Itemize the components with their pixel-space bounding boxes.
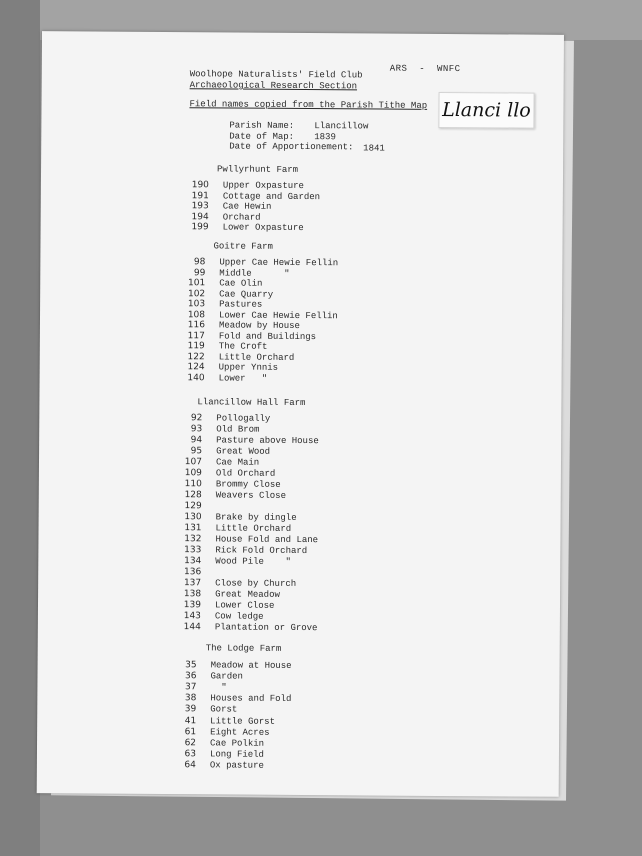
field-name: Gorst bbox=[210, 704, 238, 715]
map-date-value: 1839 bbox=[314, 132, 336, 143]
field-number: 101 bbox=[188, 278, 206, 289]
backdrop-shadow bbox=[0, 0, 40, 856]
field-number: 39 bbox=[184, 704, 197, 715]
field-name: Orchard bbox=[222, 211, 261, 223]
farm-heading: Llancillow Hall Farm bbox=[197, 397, 306, 409]
field-number: 41 bbox=[184, 715, 197, 726]
reference-code: ARS - WNFC bbox=[389, 63, 461, 75]
field-name: Brake by dingle bbox=[215, 512, 297, 523]
field-number: 199 bbox=[191, 222, 209, 233]
field-name: Pollogally bbox=[216, 413, 271, 424]
field-name: Meadow at House bbox=[210, 660, 292, 671]
map-date-label: Date of Map: bbox=[229, 131, 295, 142]
field-number: 128 bbox=[184, 490, 202, 501]
field-number: 108 bbox=[187, 309, 206, 320]
farm-heading: Pwllyrhunt Farm bbox=[217, 164, 299, 175]
field-row bbox=[187, 222, 447, 235]
field-number: 143 bbox=[183, 611, 201, 622]
field-number: 109 bbox=[184, 468, 202, 479]
field-number: 37 bbox=[184, 682, 197, 693]
apportionment-date-label: Date of Apportionement: bbox=[229, 141, 354, 153]
field-name: Plantation or Grove bbox=[214, 622, 318, 634]
field-name: Great Meadow bbox=[215, 589, 280, 600]
field-name: Wood Pile " bbox=[215, 556, 291, 567]
field-number: 107 bbox=[184, 457, 203, 468]
field-name: Cae Olin bbox=[219, 278, 263, 289]
field-name: Upper Cae Hewie Fellin bbox=[219, 257, 339, 269]
field-number: 116 bbox=[187, 320, 205, 331]
field-number: 124 bbox=[187, 362, 205, 373]
field-number: 61 bbox=[184, 726, 197, 737]
field-name: Brommy Close bbox=[215, 479, 281, 490]
document-title: Field names copied from the Parish Tithe Map bbox=[189, 99, 428, 111]
field-number: 102 bbox=[187, 288, 206, 299]
field-number: 103 bbox=[187, 299, 206, 310]
field-name: " bbox=[210, 682, 227, 693]
field-number: 64 bbox=[184, 760, 196, 771]
apportionment-date-value: 1841 bbox=[363, 143, 385, 154]
field-name: Eight Acres bbox=[210, 726, 270, 738]
field-name: Lower " bbox=[218, 372, 268, 384]
field-number: 62 bbox=[184, 737, 197, 748]
field-row bbox=[183, 373, 443, 386]
field-name: Little Orchard bbox=[215, 523, 292, 534]
field-name: Old Orchard bbox=[215, 468, 276, 479]
field-number: 133 bbox=[184, 545, 202, 556]
section-name: Archaeological Research Section bbox=[189, 80, 358, 92]
field-name: Weavers Close bbox=[215, 490, 287, 501]
field-name: Lower Oxpasture bbox=[222, 222, 304, 234]
field-number: 35 bbox=[185, 660, 197, 671]
parish-name-value: Llancillow bbox=[314, 121, 369, 132]
field-number: 194 bbox=[191, 211, 209, 222]
field-name: Rick Fold Orchard bbox=[215, 545, 308, 557]
field-name: Great Wood bbox=[216, 446, 271, 457]
field-number: 132 bbox=[184, 534, 202, 545]
field-number: 122 bbox=[187, 351, 205, 362]
field-name: Cae Quarry bbox=[219, 288, 274, 300]
field-number: 93 bbox=[190, 424, 203, 435]
field-number: 136 bbox=[184, 567, 202, 578]
field-name: Meadow by House bbox=[218, 320, 301, 331]
field-number: 138 bbox=[183, 589, 202, 600]
field-number: 129 bbox=[184, 501, 202, 512]
field-name: Cae Main bbox=[215, 457, 260, 468]
field-number: 131 bbox=[184, 523, 202, 534]
field-number: 99 bbox=[193, 267, 206, 278]
field-row bbox=[179, 622, 439, 635]
field-name: Upper Ynnis bbox=[218, 362, 279, 373]
field-name: Pasture above House bbox=[216, 435, 319, 447]
field-number: 134 bbox=[184, 556, 202, 567]
field-name: Old Brom bbox=[216, 424, 260, 435]
field-name: Lower Cae Hewie Fellin bbox=[218, 309, 338, 321]
field-name: Middle " bbox=[219, 267, 290, 279]
field-number: 98 bbox=[193, 257, 206, 268]
field-name: Pastures bbox=[219, 299, 263, 310]
field-name: Cae Polkin bbox=[210, 738, 265, 749]
field-number: 95 bbox=[190, 446, 203, 457]
field-name: Upper Oxpasture bbox=[222, 180, 304, 192]
field-name: Close by Church bbox=[215, 578, 297, 589]
field-name: Lower Close bbox=[214, 600, 275, 611]
field-number: 63 bbox=[184, 748, 196, 760]
field-number: 94 bbox=[190, 435, 203, 446]
field-number: 193 bbox=[191, 201, 209, 212]
parish-tag-label: Llanci llo bbox=[438, 92, 534, 129]
farm-heading: The Lodge Farm bbox=[205, 643, 282, 654]
field-number: 191 bbox=[191, 190, 209, 201]
field-number: 139 bbox=[183, 600, 202, 611]
field-name: Long Field bbox=[209, 749, 265, 760]
field-name: The Croft bbox=[218, 341, 268, 352]
field-name: Ox pasture bbox=[209, 760, 264, 771]
field-number: 38 bbox=[184, 693, 197, 704]
field-name: Cottage and Garden bbox=[222, 190, 321, 202]
field-name: Houses and Fold bbox=[210, 693, 292, 705]
field-name: House Fold and Lane bbox=[215, 534, 319, 546]
field-number: 137 bbox=[183, 578, 202, 589]
document-page bbox=[37, 31, 564, 797]
field-row bbox=[174, 760, 434, 773]
field-name: Little Orchard bbox=[218, 351, 295, 363]
field-number: 190 bbox=[191, 180, 209, 191]
field-number: 117 bbox=[187, 330, 205, 341]
field-number: 36 bbox=[185, 671, 197, 682]
field-name: Fold and Buildings bbox=[218, 330, 317, 342]
field-number: 130 bbox=[184, 512, 202, 523]
parish-name-label: Parish Name: bbox=[229, 120, 295, 131]
field-number: 144 bbox=[183, 622, 201, 633]
farm-heading: Goitre Farm bbox=[213, 241, 273, 252]
field-number: 110 bbox=[184, 479, 202, 490]
field-number: 140 bbox=[187, 372, 205, 383]
field-number: 92 bbox=[190, 413, 203, 424]
field-name: Cae Hewin bbox=[222, 201, 272, 212]
field-name: Cow ledge bbox=[214, 611, 264, 622]
field-name: Little Gorst bbox=[210, 715, 276, 727]
field-name: Garden bbox=[210, 671, 243, 682]
field-number: 119 bbox=[187, 341, 205, 352]
club-name: Woolhope Naturalists' Field Club bbox=[189, 69, 363, 81]
